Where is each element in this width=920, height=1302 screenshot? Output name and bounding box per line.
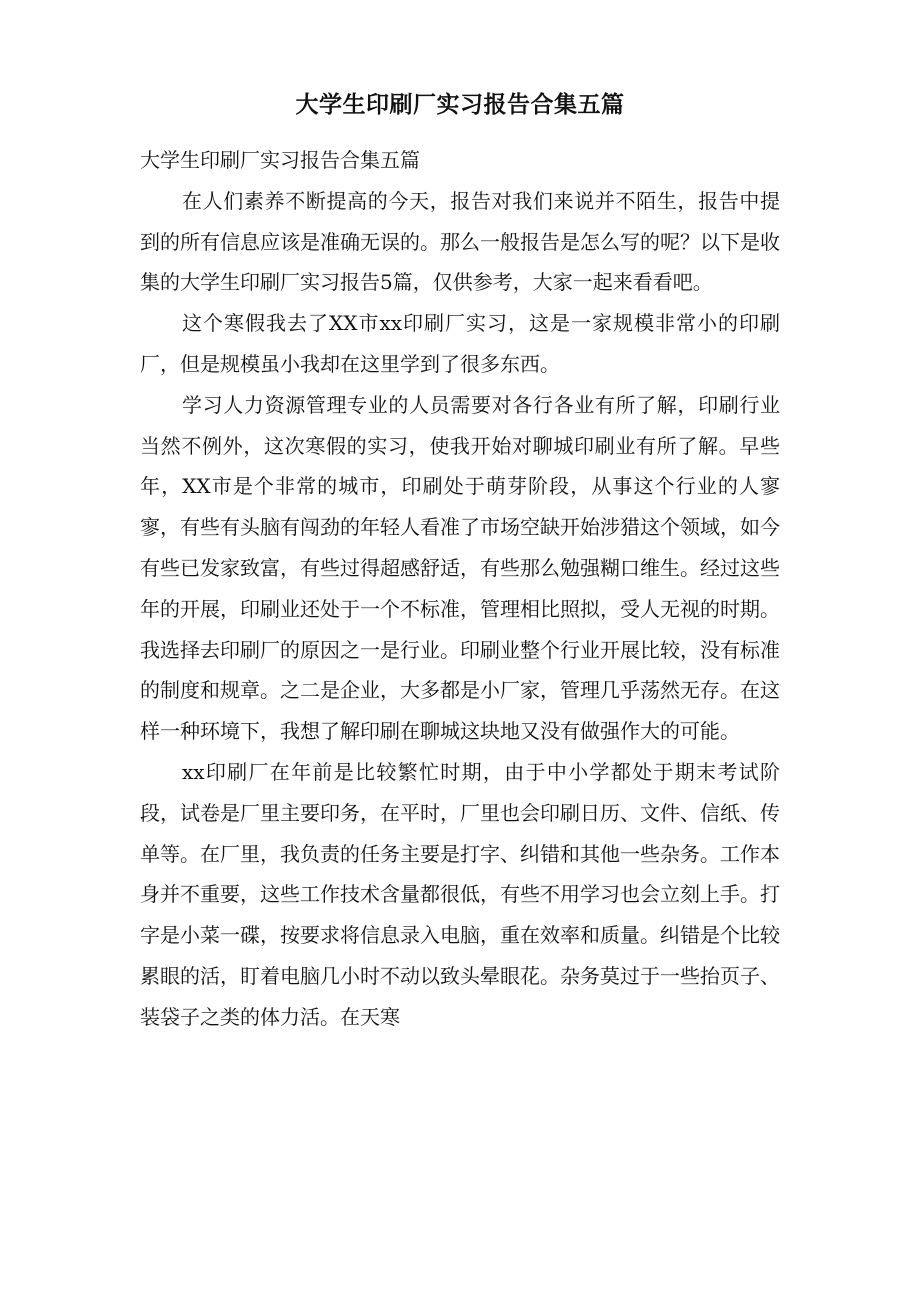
document-body — [140, 140, 780, 1038]
paragraph-internship-location: 这个寒假我去了XX市xx印刷厂实习，这是一家规模非常小的印刷厂，但是规模虽小我却在这里学到了很多东西。 — [140, 311, 780, 376]
document-subtitle: 大学生印刷厂实习报告合集五篇 — [140, 148, 420, 172]
paragraph-industry-background: 学习人力资源管理专业的人员需要对各行各业有所了解，印刷行业当然不例外，这次寒假的实习，使我开始对聊城印刷业有所了解。早些年，XX市是个非常的城市，印刷处于萌芽阶段，从事这个行业的人寥寥，有些有头脑有闯劲的年轻人看准了市场空缺开始涉猎这个领域，如今有些已发家致富，有些过得超感舒适，有些那么勉强糊口维生。经过这些年的开展，印刷业还处于一个不标准，管理相比照拟，受人无视的时期。 我选择去印刷厂的原因之一是行业。印刷业整个行业开展比较，没有标准的制度和规章。之二是企业，大多都是小厂家，管理几乎荡然无存。在这样一种环境下，我想了解印刷在聊城这块地又没有做强作大的可能。 — [140, 392, 780, 744]
paragraph-work-duties: xx印刷厂在年前是比较繁忙时期，由于中小学都处于期末考试阶段，试卷是厂里主要印务，在平时，厂里也会印刷日历、文件、信纸、传单等。在厂里，我负责的任务主要是打字、纠错和其他一些杂务。工作本身并不重要，这些工作技术含量都很低，有些不用学习也会立刻上手。打字是小菜一碟，按要求将信息录入电脑，重在效率和质量。纠错是个比较累眼的活，盯着电脑几小时不动以致头晕眼花。杂务莫过于一些抬页子、装袋子之类的体力活。在天寒 — [140, 759, 780, 1029]
document-title: 大学生印刷厂实习报告合集五篇 — [295, 91, 625, 118]
paragraph-intro: 在人们素养不断提高的今天，报告对我们来说并不陌生，报告中提到的所有信息应该是准确无误的。那么一般报告是怎么写的呢？以下是收集的大学生印刷厂实习报告5篇，仅供参考，大家一起来看看吧。 — [140, 188, 780, 295]
